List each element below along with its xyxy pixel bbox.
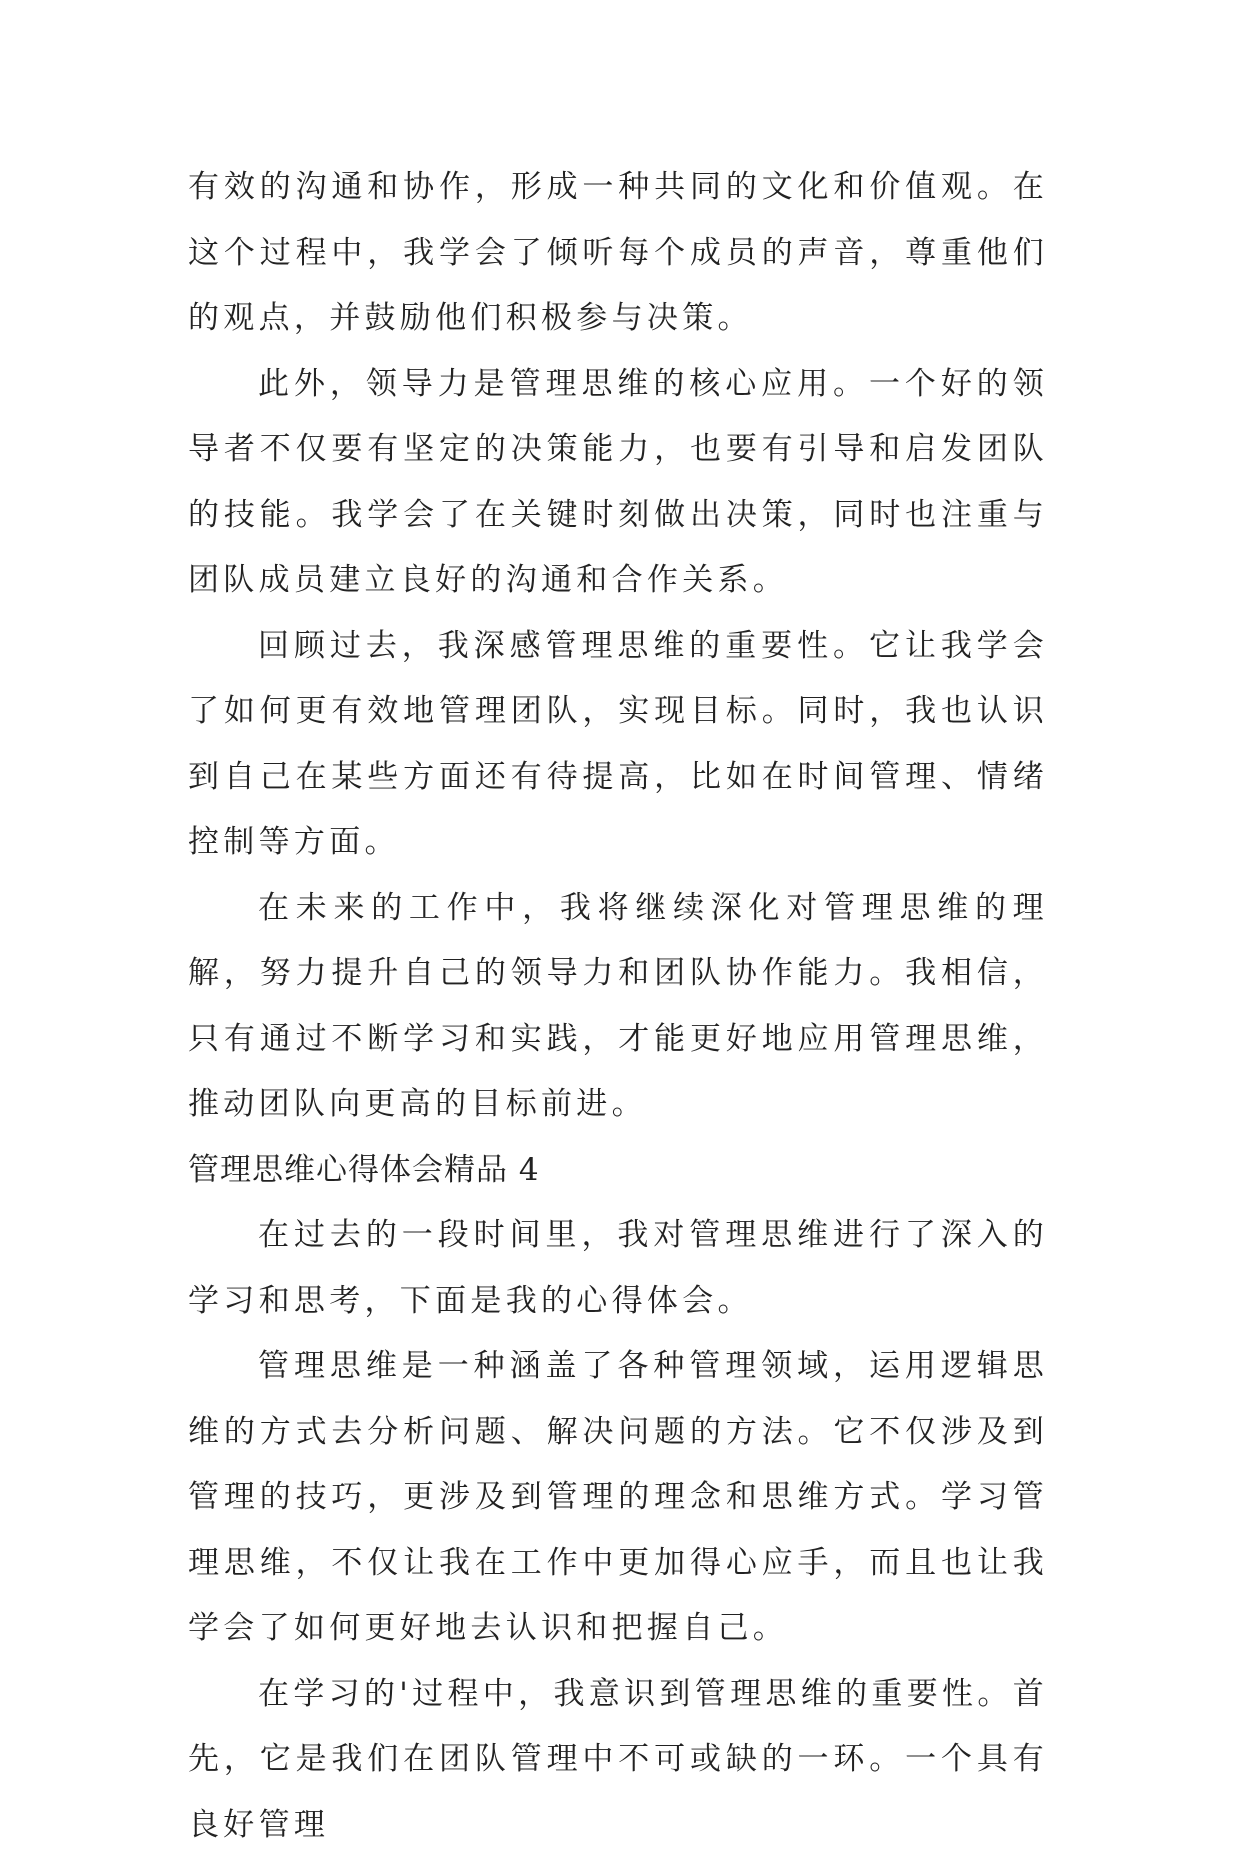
section-heading: 管理思维心得体会精品 4 [188, 1138, 1048, 1204]
document-body [188, 155, 1048, 1858]
paragraph-definition: 管理思维是一种涵盖了各种管理领域，运用逻辑思维的方式去分析问题、解决问题的方法。它不仅涉及到管理的技巧，更涉及到管理的理念和思维方式。学习管理思维，不仅让我在工作中更加得心应手，而且也让我学会了如何更好地去认识和把握自己。 [188, 1334, 1048, 1662]
paragraph-importance: 在学习的'过程中，我意识到管理思维的重要性。首先，它是我们在团队管理中不可或缺的一环。一个具有良好管理 [188, 1662, 1048, 1858]
paragraph-future: 在未来的工作中，我将继续深化对管理思维的理解，努力提升自己的领导力和团队协作能力。我相信，只有通过不断学习和实践，才能更好地应用管理思维，推动团队向更高的目标前进。 [188, 876, 1048, 1138]
paragraph-review: 回顾过去，我深感管理思维的重要性。它让我学会了如何更有效地管理团队，实现目标。同时，我也认识到自己在某些方面还有待提高，比如在时间管理、情绪控制等方面。 [188, 614, 1048, 876]
paragraph-leadership: 此外，领导力是管理思维的核心应用。一个好的领导者不仅要有坚定的决策能力，也要有引导和启发团队的技能。我学会了在关键时刻做出决策，同时也注重与团队成员建立良好的沟通和合作关系。 [188, 352, 1048, 614]
paragraph-intro: 在过去的一段时间里，我对管理思维进行了深入的学习和思考，下面是我的心得体会。 [188, 1203, 1048, 1334]
paragraph-continuation: 有效的沟通和协作，形成一种共同的文化和价值观。在这个过程中，我学会了倾听每个成员的声音，尊重他们的观点，并鼓励他们积极参与决策。 [188, 155, 1048, 352]
